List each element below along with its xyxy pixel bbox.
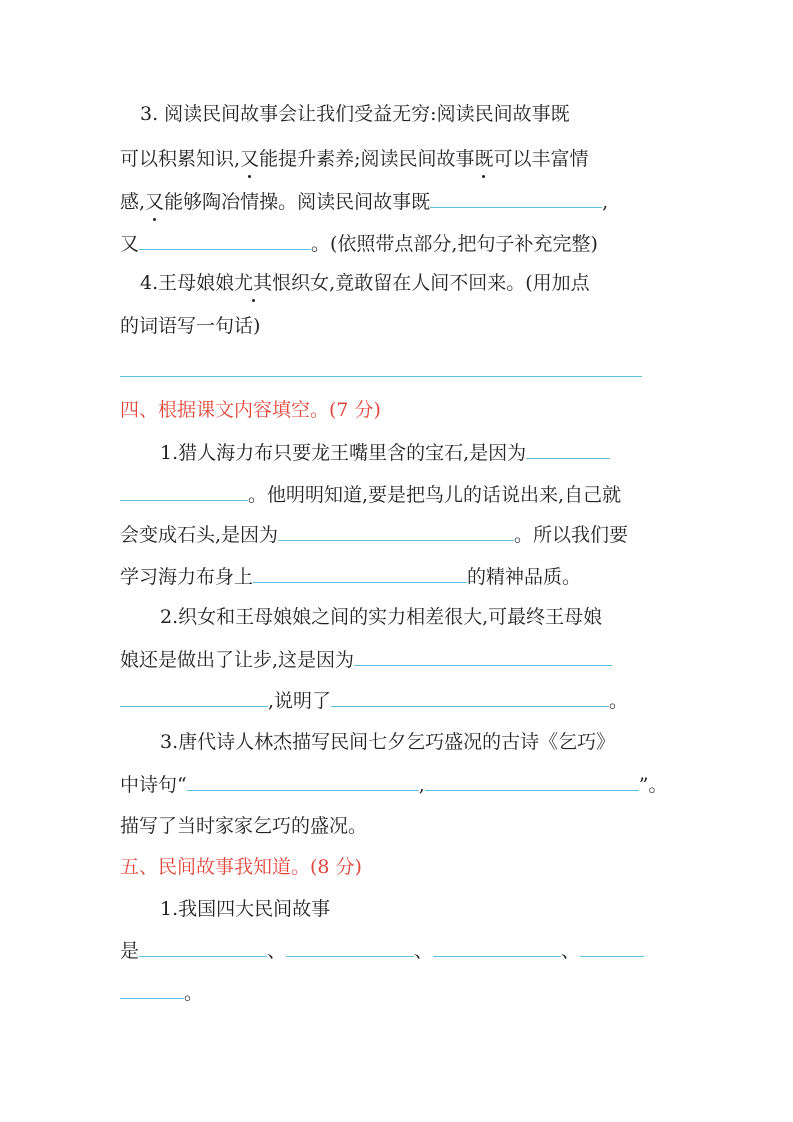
q4-line-1	[140, 271, 590, 295]
text: ,	[418, 774, 425, 796]
answer-blank[interactable]	[354, 647, 612, 666]
text: 可以丰富情	[493, 148, 589, 170]
dotted-word: 既	[474, 148, 494, 170]
text: 1.我国四大民间故事	[160, 898, 331, 920]
section-5-title	[120, 855, 362, 879]
text: 的词语写一句话)	[120, 315, 261, 337]
text: 是	[120, 940, 140, 962]
answer-blank[interactable]	[331, 688, 609, 707]
text: 1.猎人海力布只要龙王嘴里含的宝石,是因为	[160, 442, 527, 464]
answer-line[interactable]	[120, 376, 642, 377]
dotted-word: 又	[145, 191, 165, 213]
text: 描写了当时家家乞巧的盛况。	[120, 815, 368, 837]
text: 、	[267, 940, 287, 962]
text: 。(依照带点部分,把句子补充完整)	[311, 233, 598, 255]
s4-q3-line-1	[160, 730, 615, 754]
answer-blank[interactable]	[526, 440, 610, 459]
answer-blank[interactable]	[278, 522, 514, 541]
s5-q1-line-3	[120, 980, 203, 1005]
q3-line-1	[140, 102, 570, 126]
text: 、	[414, 940, 434, 962]
text: 3.唐代诗人林杰描写民间七夕乞巧盛况的古诗《乞巧》	[160, 731, 616, 753]
s4-q2-line-1	[160, 605, 602, 629]
answer-blank[interactable]	[187, 772, 419, 791]
s5-q1-line-2	[120, 938, 644, 963]
text: 。所以我们要	[514, 524, 629, 546]
answer-blank[interactable]	[139, 938, 267, 957]
s5-q1-line-1	[160, 897, 330, 921]
q3-line-2	[120, 147, 589, 171]
text: 会变成石头,是因为	[120, 524, 279, 546]
q3-line-4	[120, 231, 598, 256]
s4-q2-line-3	[120, 688, 628, 713]
s4-q1-line-4	[120, 564, 581, 589]
answer-blank[interactable]	[120, 980, 184, 999]
section-title: 四、根据课文内容填空。(7 分)	[120, 399, 381, 421]
text: 学习海力布身上	[120, 566, 254, 588]
text: 。	[609, 690, 629, 712]
text: 中诗句“	[120, 774, 187, 796]
s4-q1-line-2	[120, 482, 621, 507]
s4-q3-line-3	[120, 814, 367, 838]
answer-blank[interactable]	[120, 482, 248, 501]
text: 恨织女,竟敢留在人间不回来。(用加点	[272, 272, 590, 294]
q4-line-2	[120, 314, 260, 338]
text: ,说明了	[268, 690, 332, 712]
text: 的精神品质。	[467, 566, 582, 588]
answer-blank[interactable]	[580, 938, 644, 957]
text: ,	[139, 191, 146, 213]
text: 娘还是做出了让步,这是因为	[120, 649, 355, 671]
answer-blank[interactable]	[430, 189, 602, 208]
text: ”。	[638, 774, 668, 796]
s4-q1-line-3	[120, 522, 628, 547]
answer-blank[interactable]	[425, 772, 639, 791]
section-4-title	[120, 398, 381, 422]
answer-blank[interactable]	[139, 231, 311, 250]
text: 又	[120, 233, 140, 255]
text: ,	[602, 191, 609, 213]
text: 可以积累知识	[120, 148, 235, 170]
text: 能够陶冶情操。阅读民间故事既	[164, 191, 431, 213]
s4-q3-line-2	[120, 772, 667, 797]
s4-q1-line-1	[160, 440, 610, 465]
answer-blank[interactable]	[120, 688, 268, 707]
section-title: 五、民间故事我知道。(8 分)	[120, 856, 362, 878]
text: 4.王母娘娘	[140, 272, 235, 294]
q3-line-3	[120, 189, 608, 214]
text: ,	[234, 148, 241, 170]
text: 感	[120, 191, 140, 213]
answer-blank[interactable]	[286, 938, 414, 957]
dotted-word: 又	[240, 148, 260, 170]
text: 。他明明知道,要是把鸟儿的话说出来,自己就	[248, 484, 622, 506]
text: 。	[184, 982, 204, 1004]
text: 、	[561, 940, 581, 962]
q3-text: 3. 阅读民间故事会让我们受益无穷:阅读民间故事既	[140, 103, 570, 125]
text: 能提升素养;阅读民间故事	[259, 148, 475, 170]
s4-q2-line-2	[120, 647, 612, 672]
dotted-word: 尤其	[234, 272, 273, 294]
text: 2.织女和王母娘娘之间的实力相差很大,可最终王母娘	[160, 606, 603, 628]
answer-blank[interactable]	[253, 564, 467, 583]
answer-blank[interactable]	[433, 938, 561, 957]
